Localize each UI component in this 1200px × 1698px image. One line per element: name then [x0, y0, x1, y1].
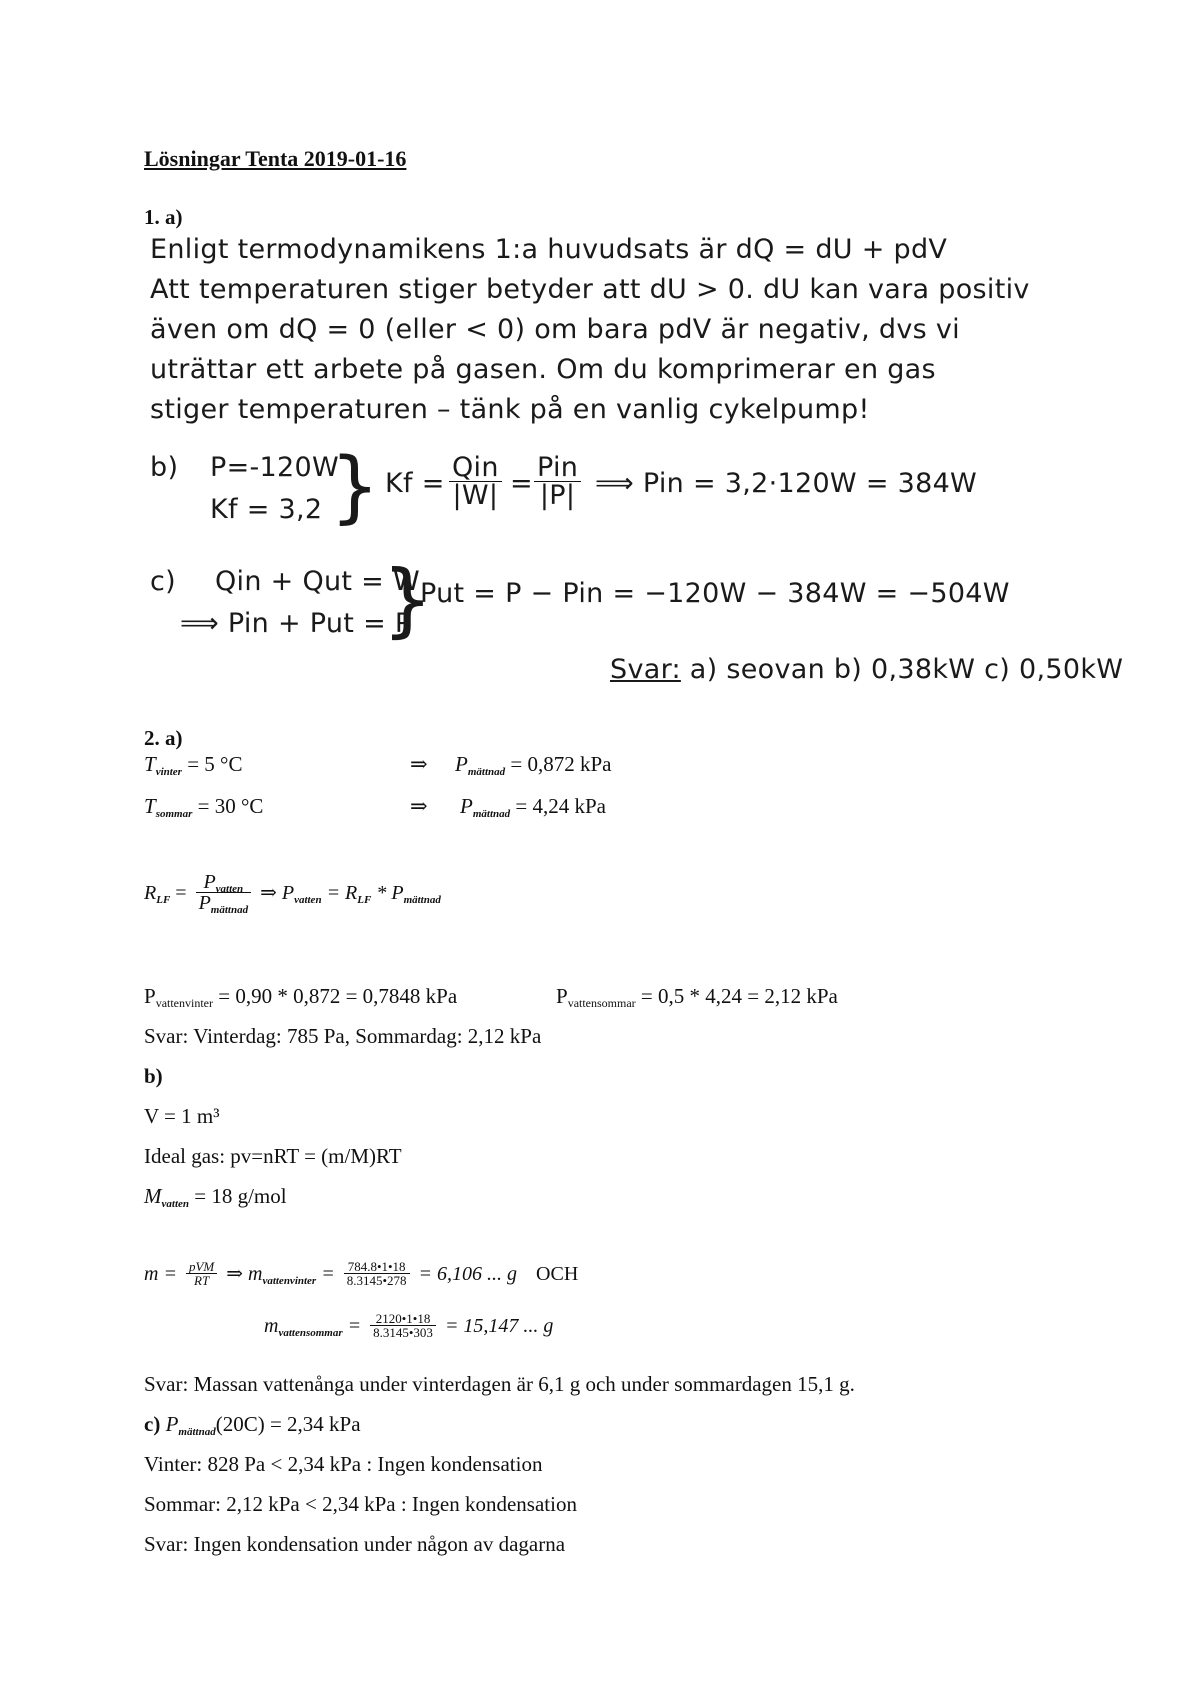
rlf-rhs: ⇒ P [260, 882, 295, 905]
ideal-gas-line: Ideal gas: pv=nRT = (m/M)RT [144, 1144, 402, 1168]
pv-sommar-line [556, 984, 838, 1010]
t-sommar-line [144, 794, 264, 820]
arrow-2: ⇒ [410, 794, 428, 818]
mass-den: RT [194, 1273, 210, 1288]
molar-mass-symbol: M [144, 1184, 162, 1208]
rlf-rhs3-sub: mättnad [403, 894, 441, 907]
mass-summer-result: = 15,147 ... g [444, 1315, 554, 1338]
mass-num: pVM [186, 1260, 217, 1274]
q1b-fraction-q [445, 454, 506, 509]
q1a-line-2: Att temperaturen stiger betyder att dU > 0. dU kan vara positiv [150, 274, 1030, 305]
q1-answer-text: a) seovan b) 0,38kW c) 0,50kW [689, 654, 1124, 685]
mass-winter-sub: vattenvinter [262, 1275, 317, 1288]
rlf-num: P [203, 871, 216, 893]
mass-eq-summer [264, 1311, 554, 1341]
mass-winter-result: = 6,106 ... g [418, 1263, 518, 1286]
pv-sommar-symbol: P [556, 984, 568, 1008]
t-vinter-value: = 5 °C [187, 752, 243, 776]
p-sommar-value: = 4,24 kPa [515, 794, 606, 818]
p-sat-sub-2: mättnad [472, 808, 511, 820]
molar-mass-value: = 18 g/mol [194, 1184, 287, 1208]
pv-sommar-value: = 0,5 * 4,24 = 2,12 kPa [640, 984, 838, 1008]
q1a-line-1: Enligt termodynamikens 1:a huvudsats är dQ = dU + pdV [150, 234, 948, 265]
t-vinter-line [144, 752, 243, 778]
q1b-absw: |W| [452, 480, 499, 511]
q2c-p-sub: mättnad [178, 1426, 216, 1438]
q1a-line-4: uträttar ett arbete på gasen. Om du komprimerar en gas [150, 354, 936, 385]
rlf-rhs3: * P [376, 882, 404, 905]
mass-summer-eq: = [347, 1315, 362, 1338]
rlf-rhs-sub: vatten [294, 894, 322, 907]
q1b-label: b) [150, 452, 179, 483]
q1b-qin: Qin [449, 454, 502, 482]
p-sommar-line [460, 794, 606, 820]
q2-label: 2. a) [144, 726, 183, 750]
q2c-answer: Svar: Ingen kondensation under någon av dagarna [144, 1532, 566, 1556]
mass-summer-den: 8.3145•303 [373, 1325, 433, 1340]
q1b-equals: = [510, 468, 533, 499]
t-sommar-value: = 30 °C [197, 794, 264, 818]
rlf-sub: LF [156, 894, 171, 907]
q1b-given-kf: Kf = 3,2 [210, 494, 323, 525]
t-vinter-symbol: T [144, 752, 156, 776]
q1c-brace: } [382, 553, 433, 646]
q1c-eq1: Qin + Qut = W [215, 566, 420, 597]
q1b-pin: Pin [534, 454, 581, 482]
p-vinter-value: = 0,872 kPa [510, 752, 612, 776]
mass-eq-winter [144, 1259, 579, 1289]
q2c-line [144, 1412, 361, 1438]
pv-vinter-line [144, 984, 458, 1010]
q1c-result: Put = P − Pin = −120W − 384W = −504W [420, 578, 1010, 609]
mass-lhs: m = [144, 1263, 177, 1286]
q1b-fraction-p [530, 454, 585, 509]
mass-summer-sub: vattensommar [278, 1327, 343, 1340]
q1c-eq2: ⟹ Pin + Put = P [180, 608, 412, 639]
rlf-equals: = [175, 882, 187, 905]
molar-mass-line [144, 1184, 287, 1210]
t-sommar-symbol: T [144, 794, 156, 818]
q1-answer [610, 656, 1123, 683]
mass-winter-den: 8.3145•278 [346, 1273, 407, 1288]
vinter-line: Vinter: 828 Pa < 2,34 kPa : Ingen kondensation [144, 1452, 543, 1476]
q1-answer-label: Svar: [610, 654, 681, 685]
mass-winter-num: 784.8•1•18 [344, 1260, 410, 1274]
q2b-label: b) [144, 1064, 163, 1088]
volume-line: V = 1 m³ [144, 1104, 220, 1128]
sommar-line: Sommar: 2,12 kPa < 2,34 kPa : Ingen kondensation [144, 1492, 577, 1516]
mass-summer-num: 2120•1•18 [370, 1312, 436, 1326]
rlf-rhs2-sub: LF [357, 894, 372, 907]
q1c-label: c) [150, 566, 176, 597]
molar-mass-sub: vatten [161, 1198, 189, 1210]
mass-winter-eq: = [321, 1263, 335, 1286]
q2c-label: c) [144, 1412, 161, 1436]
pv-vinter-value: = 0,90 * 0,872 = 0,7848 kPa [218, 984, 458, 1008]
page-title: Lösningar Tenta 2019-01-16 [144, 146, 407, 171]
q2a-answer: Svar: Vinterdag: 785 Pa, Sommardag: 2,12 kPa [144, 1024, 542, 1048]
pv-sommar-sub: vattensommar [567, 996, 636, 1010]
arrow-1: ⇒ [410, 752, 428, 776]
q1b-absp: |P| [539, 480, 576, 511]
rlf-symbol: R [144, 882, 157, 905]
pv-vinter-sub: vattenvinter [155, 996, 213, 1010]
q1b-result: ⟹ Pin = 3,2·120W = 384W [595, 468, 978, 499]
p-sat-sub: mättnad [467, 766, 506, 778]
p-sat-symbol-2: P [460, 794, 473, 818]
q1b-given-p: P=-120W [210, 452, 339, 483]
q1-label: 1. a) [144, 205, 183, 229]
pv-vinter-symbol: P [144, 984, 156, 1008]
p-vinter-line [455, 752, 612, 778]
rlf-num-sub: vatten [215, 883, 244, 895]
t-sommar-sub: sommar [155, 808, 193, 820]
mass-arrow: ⇒ m [226, 1263, 263, 1286]
q2c-p-value: (20C) = 2,34 kPa [215, 1412, 361, 1436]
p-sat-symbol: P [455, 752, 468, 776]
q1a-line-3: även om dQ = 0 (eller < 0) om bara pdV är negativ, dvs vi [150, 314, 960, 345]
och-text: OCH [536, 1263, 579, 1286]
t-vinter-sub: vinter [155, 766, 182, 778]
rlf-rhs2: = R [326, 882, 358, 905]
q1b-brace: } [330, 442, 380, 532]
q1b-kf-symbol: Kf = [385, 468, 445, 499]
rlf-den-sub: mättnad [210, 904, 249, 916]
q2b-answer: Svar: Massan vattenånga under vinterdagen är 6,1 g och under sommardagen 15,1 g. [144, 1372, 855, 1396]
q1a-line-5: stiger temperaturen – tänk på en vanlig cykelpump! [150, 394, 870, 425]
q2c-p-symbol: P [165, 1412, 179, 1436]
mass-summer-symbol: m [264, 1315, 279, 1338]
rlf-den: P [198, 892, 211, 914]
rlf-equation [144, 871, 441, 916]
